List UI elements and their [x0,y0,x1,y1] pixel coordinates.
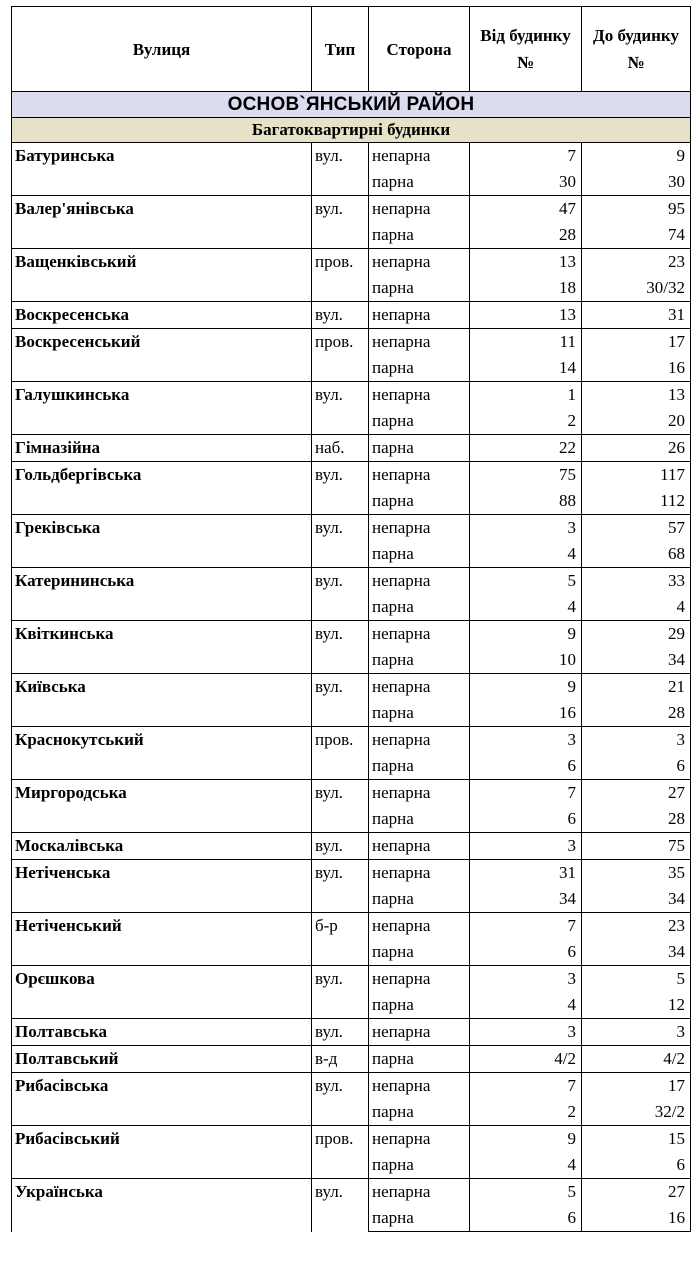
house-from: 3 [470,727,582,754]
house-to: 16 [582,1205,691,1232]
house-to: 35 [582,860,691,887]
house-from: 18 [470,275,582,302]
house-to: 3 [582,1019,691,1046]
street-name: Воскресенський [12,329,312,382]
street-side: парна [369,1099,470,1126]
table-row [12,833,691,860]
table-row [12,780,691,807]
street-name: Краснокутський [12,727,312,780]
street-type: вул. [312,382,369,435]
street-type: пров. [312,249,369,302]
street-name: Ващенківський [12,249,312,302]
house-to: 17 [582,1073,691,1100]
district-row [12,92,691,118]
street-type: вул. [312,568,369,621]
table-row [12,302,691,329]
street-name: Полтавський [12,1046,312,1073]
table-row [12,382,691,409]
house-to: 27 [582,780,691,807]
header-street: Вулиця [12,7,312,92]
house-from: 3 [470,1019,582,1046]
street-side: парна [369,222,470,249]
street-name: Катерининська [12,568,312,621]
street-name: Москалівська [12,833,312,860]
street-side: непарна [369,1019,470,1046]
house-to: 6 [582,1152,691,1179]
house-to: 23 [582,913,691,940]
house-from: 5 [470,1179,582,1206]
house-from: 14 [470,355,582,382]
table-row [12,621,691,648]
house-to: 30 [582,169,691,196]
street-type: в-д [312,1046,369,1073]
house-to: 117 [582,462,691,489]
street-type: пров. [312,1126,369,1179]
street-type: вул. [312,833,369,860]
street-side: парна [369,886,470,913]
house-from: 5 [470,568,582,595]
house-from: 11 [470,329,582,356]
house-from: 10 [470,647,582,674]
house-from: 1 [470,382,582,409]
table-row [12,727,691,754]
street-side: парна [369,408,470,435]
house-from: 7 [470,780,582,807]
street-name: Миргородська [12,780,312,833]
house-from: 7 [470,1073,582,1100]
house-from: 7 [470,913,582,940]
house-from: 4/2 [470,1046,582,1073]
house-to: 32/2 [582,1099,691,1126]
house-from: 3 [470,515,582,542]
house-to: 27 [582,1179,691,1206]
street-side: парна [369,275,470,302]
header-row [12,7,691,92]
house-to: 112 [582,488,691,515]
house-from: 6 [470,939,582,966]
house-to: 68 [582,541,691,568]
table-row [12,1046,691,1073]
house-to: 16 [582,355,691,382]
table-row [12,329,691,356]
street-type: вул. [312,196,369,249]
table-row [12,966,691,993]
street-name: Київська [12,674,312,727]
street-side: парна [369,541,470,568]
street-name: Нетіченська [12,860,312,913]
house-to: 4/2 [582,1046,691,1073]
house-to: 30/32 [582,275,691,302]
street-side: парна [369,488,470,515]
street-side: парна [369,992,470,1019]
street-side: парна [369,1046,470,1073]
house-to: 29 [582,621,691,648]
street-side: парна [369,594,470,621]
street-side: непарна [369,462,470,489]
house-from: 3 [470,833,582,860]
house-to: 75 [582,833,691,860]
street-type: вул. [312,515,369,568]
house-to: 23 [582,249,691,276]
street-type: пров. [312,727,369,780]
house-from: 4 [470,1152,582,1179]
house-to: 17 [582,329,691,356]
house-from: 2 [470,1099,582,1126]
street-type: вул. [312,860,369,913]
header-type: Тип [312,7,369,92]
table-row [12,1019,691,1046]
street-side: непарна [369,674,470,701]
house-from: 47 [470,196,582,223]
street-side: непарна [369,833,470,860]
street-table-wrapper [11,6,691,1232]
house-to: 13 [582,382,691,409]
street-side: непарна [369,196,470,223]
street-name: Рибасівська [12,1073,312,1126]
header-from: Від будинку № [470,7,582,92]
house-from: 88 [470,488,582,515]
street-side: парна [369,700,470,727]
house-to: 28 [582,700,691,727]
header-side: Сторона [369,7,470,92]
street-side: непарна [369,1126,470,1153]
street-side: парна [369,355,470,382]
street-side: непарна [369,382,470,409]
street-side: непарна [369,143,470,170]
house-from: 22 [470,435,582,462]
house-from: 28 [470,222,582,249]
street-type: вул. [312,1019,369,1046]
street-name: Батуринська [12,143,312,196]
street-side: непарна [369,1073,470,1100]
street-name: Валер'янівська [12,196,312,249]
street-table [11,6,691,1232]
house-to: 4 [582,594,691,621]
street-type: вул. [312,462,369,515]
header-to: До будинку № [582,7,691,92]
street-name: Квіткинська [12,621,312,674]
house-to: 20 [582,408,691,435]
street-side: непарна [369,249,470,276]
house-from: 31 [470,860,582,887]
table-row [12,674,691,701]
category-row [12,118,691,143]
street-side: непарна [369,727,470,754]
house-from: 4 [470,541,582,568]
street-side: парна [369,806,470,833]
street-name: Полтавська [12,1019,312,1046]
street-name: Гімназійна [12,435,312,462]
house-to: 33 [582,568,691,595]
street-type: вул. [312,966,369,1019]
street-type: б-р [312,913,369,966]
street-side: непарна [369,515,470,542]
house-from: 4 [470,594,582,621]
street-side: непарна [369,621,470,648]
street-type: вул. [312,1073,369,1126]
street-name: Українська [12,1179,312,1232]
street-side: непарна [369,1179,470,1206]
house-from: 75 [470,462,582,489]
street-type: вул. [312,621,369,674]
street-name: Галушкинська [12,382,312,435]
house-from: 9 [470,621,582,648]
house-from: 7 [470,143,582,170]
house-from: 6 [470,753,582,780]
house-from: 13 [470,249,582,276]
street-side: парна [369,753,470,780]
house-from: 6 [470,806,582,833]
street-side: парна [369,435,470,462]
table-row [12,860,691,887]
street-name: Орєшкова [12,966,312,1019]
house-from: 13 [470,302,582,329]
table-row [12,1126,691,1153]
house-to: 6 [582,753,691,780]
street-name: Воскресенська [12,302,312,329]
house-to: 15 [582,1126,691,1153]
house-from: 34 [470,886,582,913]
house-to: 5 [582,966,691,993]
street-side: непарна [369,966,470,993]
street-name: Нетіченський [12,913,312,966]
street-name: Греківська [12,515,312,568]
house-to: 28 [582,806,691,833]
street-side: непарна [369,913,470,940]
table-row [12,568,691,595]
house-to: 26 [582,435,691,462]
house-to: 34 [582,886,691,913]
house-to: 57 [582,515,691,542]
street-side: непарна [369,860,470,887]
street-side: парна [369,169,470,196]
street-type: вул. [312,674,369,727]
house-from: 30 [470,169,582,196]
table-row [12,462,691,489]
table-row [12,1073,691,1100]
house-from: 3 [470,966,582,993]
house-from: 9 [470,674,582,701]
house-from: 9 [470,1126,582,1153]
house-to: 34 [582,939,691,966]
category-title: Багатоквартирні будинки [12,118,691,143]
street-type: пров. [312,329,369,382]
house-to: 12 [582,992,691,1019]
house-to: 3 [582,727,691,754]
table-row [12,196,691,223]
house-from: 16 [470,700,582,727]
table-row [12,913,691,940]
street-type: наб. [312,435,369,462]
table-row [12,515,691,542]
house-to: 9 [582,143,691,170]
street-side: парна [369,1205,470,1232]
street-side: непарна [369,780,470,807]
street-type: вул. [312,302,369,329]
house-from: 6 [470,1205,582,1232]
table-row [12,143,691,170]
table-row [12,1179,691,1206]
house-from: 4 [470,992,582,1019]
district-title: ОСНОВ`ЯНСЬКИЙ РАЙОН [12,92,691,118]
street-side: непарна [369,568,470,595]
street-type: вул. [312,1179,369,1232]
house-to: 21 [582,674,691,701]
street-type: вул. [312,143,369,196]
table-row [12,435,691,462]
street-name: Рибасівський [12,1126,312,1179]
house-to: 34 [582,647,691,674]
house-to: 31 [582,302,691,329]
street-side: парна [369,1152,470,1179]
house-to: 74 [582,222,691,249]
table-row [12,249,691,276]
street-side: непарна [369,329,470,356]
street-type: вул. [312,780,369,833]
street-side: парна [369,647,470,674]
street-side: парна [369,939,470,966]
street-side: непарна [369,302,470,329]
house-from: 2 [470,408,582,435]
house-to: 95 [582,196,691,223]
street-name: Гольдбергівська [12,462,312,515]
